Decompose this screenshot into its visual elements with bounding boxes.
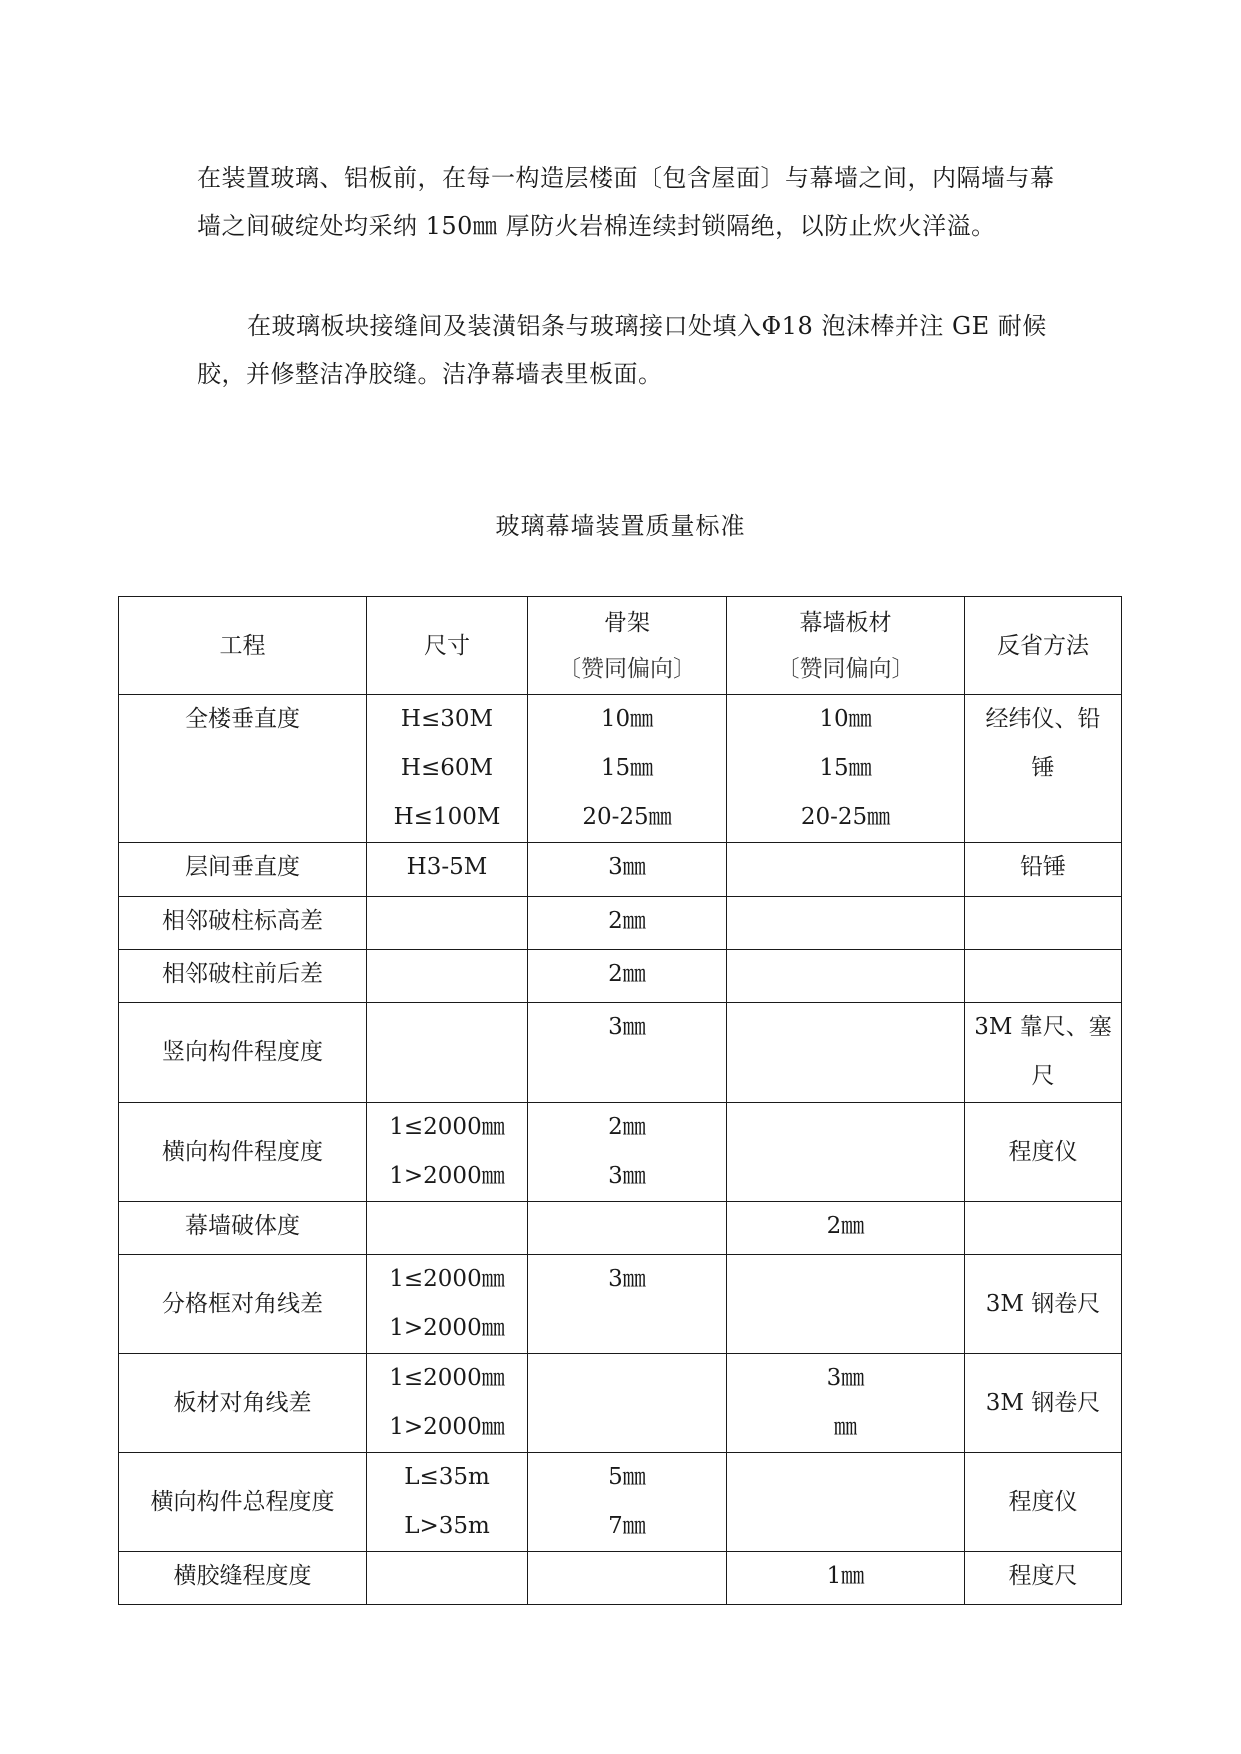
table-row [119, 1103, 1122, 1202]
row-frame-cell [528, 1003, 727, 1103]
row-method-cell [965, 950, 1122, 1003]
row-method-value: 经纬仪、铅 [985, 706, 1101, 732]
row-size-cell [367, 897, 528, 950]
row-panel-cell [727, 695, 965, 843]
row-item-label: 全楼垂直度 [185, 706, 300, 732]
row-panel-value: 2㎜ [826, 1213, 865, 1239]
row-item-cell [119, 843, 367, 897]
table-row [119, 695, 1122, 843]
row-method-value: 锤 [1031, 755, 1055, 781]
header-method: 反省方法 [965, 597, 1122, 695]
row-item-cell [119, 1552, 367, 1605]
row-size-value: 1≤2000㎜ [389, 1365, 505, 1391]
row-item-label: 层间垂直度 [185, 854, 300, 880]
row-size-value: H≤60M [400, 755, 494, 781]
row-frame-value: 2㎜ [608, 908, 646, 934]
row-frame-value: 20-25㎜ [582, 804, 672, 830]
row-method-value: 3M 钢卷尺 [985, 1290, 1101, 1317]
row-item-label: 幕墙破体度 [185, 1213, 300, 1239]
header-frame [528, 597, 727, 695]
header-frame-label: 骨架 [604, 609, 650, 636]
table-row [119, 897, 1122, 950]
header-panel-note: 〔赞同偏向〕 [776, 655, 915, 682]
row-panel-cell [727, 843, 965, 897]
row-method-value: 3M 钢卷尺 [985, 1389, 1101, 1416]
row-item-cell [119, 1453, 367, 1552]
row-frame-cell [528, 1255, 727, 1354]
row-panel-cell [727, 1354, 965, 1453]
row-size-value: L≤35m [404, 1464, 490, 1490]
row-frame-cell [528, 695, 727, 843]
row-size-cell [367, 1552, 528, 1605]
row-item-label: 竖向构件程度度 [162, 1039, 323, 1065]
row-item-label: 相邻破柱标高差 [162, 908, 323, 934]
row-panel-value: 15㎜ [819, 755, 872, 781]
row-panel-cell [727, 1552, 965, 1605]
row-frame-cell [528, 1552, 727, 1605]
row-method-value: 程度仪 [1008, 1488, 1078, 1515]
header-panel [727, 597, 965, 695]
row-item-label: 分格框对角线差 [162, 1290, 323, 1317]
header-panel-label: 幕墙板材 [799, 609, 892, 636]
row-item-label: 板材对角线差 [173, 1389, 312, 1416]
row-frame-value: 7㎜ [608, 1513, 646, 1539]
row-item-cell [119, 1103, 367, 1202]
row-frame-cell [528, 897, 727, 950]
row-method-cell [965, 1202, 1122, 1255]
table-body [119, 597, 1122, 1605]
row-panel-cell [727, 1003, 965, 1103]
row-method-cell [965, 1354, 1122, 1453]
row-item-cell [119, 1354, 367, 1453]
row-method-cell [965, 1255, 1122, 1354]
row-frame-value: 2㎜ [608, 961, 646, 987]
row-panel-cell [727, 1103, 965, 1202]
row-panel-cell [727, 1202, 965, 1255]
row-size-value: H3-5M [406, 854, 488, 880]
row-method-value: 程度尺 [1008, 1563, 1078, 1589]
row-panel-value: 20-25㎜ [800, 804, 891, 830]
row-frame-cell [528, 843, 727, 897]
table-row [119, 950, 1122, 1003]
row-size-cell [367, 695, 528, 843]
table-row [119, 1453, 1122, 1552]
row-frame-value: 2㎜ [608, 1114, 646, 1140]
row-method-value: 铅锤 [1020, 854, 1066, 880]
quality-standard-table [118, 596, 1122, 1605]
row-size-cell [367, 1453, 528, 1552]
row-size-value: H≤30M [400, 706, 494, 732]
table-row [119, 1354, 1122, 1453]
table-row [119, 843, 1122, 897]
row-method-cell [965, 843, 1122, 897]
row-frame-cell [528, 1453, 727, 1552]
row-item-cell [119, 1003, 367, 1103]
row-frame-cell [528, 1354, 727, 1453]
row-item-cell [119, 695, 367, 843]
row-panel-value: ㎜ [834, 1414, 857, 1440]
row-frame-cell [528, 1103, 727, 1202]
row-item-label: 相邻破柱前后差 [162, 961, 323, 987]
row-size-cell [367, 1354, 528, 1453]
sealant-paragraph: 在玻璃板块接缝间及装潢铝条与玻璃接口处填入Φ18 泡沫棒并注 GE 耐候胶，并修整洁净胶缝。洁净幕墙表里板面。 [197, 312, 1047, 388]
row-panel-cell [727, 897, 965, 950]
row-item-cell [119, 1255, 367, 1354]
row-panel-cell [727, 1255, 965, 1354]
row-item-cell [119, 950, 367, 1003]
row-size-value: L>35m [404, 1513, 490, 1539]
row-frame-cell [528, 1202, 727, 1255]
row-method-cell [965, 897, 1122, 950]
row-item-label: 横向构件程度度 [162, 1138, 323, 1165]
row-frame-value: 3㎜ [608, 1014, 646, 1040]
row-method-value: 程度仪 [1008, 1138, 1078, 1165]
row-method-cell [965, 1453, 1122, 1552]
header-size: 尺寸 [367, 597, 528, 695]
row-size-cell [367, 1202, 528, 1255]
row-method-cell [965, 1103, 1122, 1202]
intro-paragraph: 在装置玻璃、铝板前，在每一构造层楼面〔包含屋面〕与幕墙之间，内隔墙与幕墙之间破绽处均采纳 150㎜ 厚防火岩棉连续封锁隔绝，以防止炊火洋溢。 [197, 164, 1055, 240]
table-row [119, 1003, 1122, 1103]
table-row [119, 1202, 1122, 1255]
row-frame-value: 3㎜ [608, 1163, 646, 1189]
row-item-cell [119, 1202, 367, 1255]
row-frame-cell [528, 950, 727, 1003]
row-size-value: 1>2000㎜ [389, 1414, 505, 1440]
header-item: 工程 [119, 597, 367, 695]
row-panel-cell [727, 1453, 965, 1552]
row-panel-value: 10㎜ [819, 706, 872, 732]
row-method-value: 3M 靠尺、塞 [974, 1014, 1112, 1040]
row-frame-value: 5㎜ [608, 1464, 646, 1490]
table-header-row [119, 597, 1122, 695]
row-item-cell [119, 897, 367, 950]
row-size-value: 1≤2000㎜ [389, 1114, 505, 1140]
row-size-cell [367, 950, 528, 1003]
row-item-label: 横向构件总程度度 [150, 1488, 335, 1515]
table-row [119, 1255, 1122, 1354]
row-size-cell [367, 1003, 528, 1103]
row-panel-value: 3㎜ [826, 1365, 865, 1391]
row-frame-value: 3㎜ [608, 854, 646, 880]
row-size-cell [367, 1255, 528, 1354]
row-panel-value: 1㎜ [826, 1563, 865, 1589]
row-panel-cell [727, 950, 965, 1003]
row-item-label: 横胶缝程度度 [173, 1563, 312, 1589]
row-frame-value: 15㎜ [600, 755, 654, 781]
row-method-cell [965, 695, 1122, 843]
row-size-value: 1≤2000㎜ [389, 1266, 505, 1292]
header-frame-note: 〔赞同偏向〕 [558, 655, 696, 682]
table-row [119, 1552, 1122, 1605]
row-size-cell [367, 843, 528, 897]
row-method-cell [965, 1552, 1122, 1605]
row-size-cell [367, 1103, 528, 1202]
row-frame-value: 10㎜ [600, 706, 654, 732]
row-method-cell [965, 1003, 1122, 1103]
row-size-value: H≤100M [393, 804, 501, 830]
row-size-value: 1>2000㎜ [389, 1163, 505, 1189]
table-title: 玻璃幕墙装置质量标准 [495, 512, 746, 540]
row-size-value: 1>2000㎜ [389, 1315, 505, 1341]
row-frame-value: 3㎜ [608, 1266, 646, 1292]
row-method-value: 尺 [1031, 1063, 1055, 1089]
